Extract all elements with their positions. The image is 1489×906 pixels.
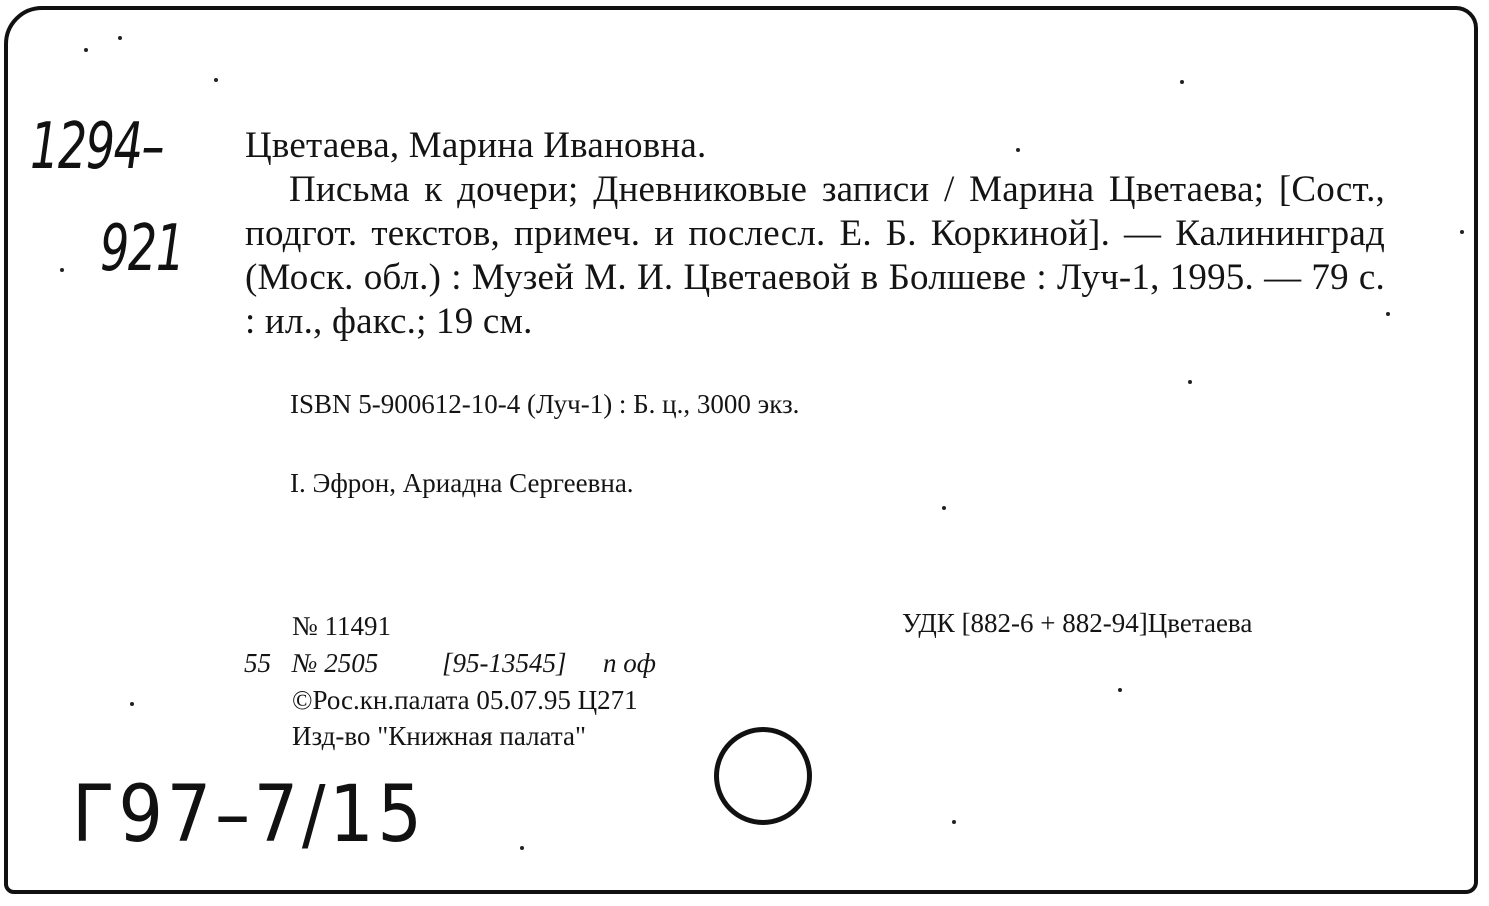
record-suffix: п оф [603, 648, 656, 678]
noise-speck [118, 36, 122, 40]
record-number-1: № 11491 [292, 611, 392, 641]
noise-speck [1188, 380, 1192, 384]
title-statement: Письма к дочери; Дневниковые записи / Марина Цветаева; [Сост., подгот. текстов, примеч. и послесл. Е. Б. Коркиной]. — Калининград (Моск. обл.) : Музей М. И. Цветаевой в Болшеве : Луч-1, 1995. — 79 с. : ил., факс.; 19 см. [245, 169, 1385, 342]
noise-speck [84, 48, 88, 52]
noise-speck [1016, 148, 1020, 152]
noise-speck [942, 506, 946, 510]
handwritten-bottom-number: Г97–7/15 [72, 770, 426, 860]
copyright-line: ©Рос.кн.палата 05.07.95 Ц271 [292, 685, 638, 715]
udc-classification: УДК [882-6 + 882-94]Цветаева [902, 608, 1253, 638]
handwritten-call-number-line2: 921 [100, 212, 184, 286]
record-prefix-2: 55 [244, 648, 271, 678]
noise-speck [130, 702, 134, 706]
publisher-line: Изд-во "Книжная палата" [292, 721, 586, 751]
noise-speck [1180, 80, 1184, 84]
noise-speck [520, 846, 524, 850]
noise-speck [952, 820, 956, 824]
noise-speck [214, 78, 218, 82]
noise-speck [1386, 312, 1390, 316]
added-entry-tracing: I. Эфрон, Ариадна Сергеевна. [290, 468, 634, 498]
record-number-2: № 2505 [292, 648, 379, 678]
record-code: [95-13545] [442, 648, 567, 678]
noise-speck [1460, 230, 1464, 234]
stamp-circle [714, 727, 812, 825]
isbn-line: ISBN 5-900612-10-4 (Луч-1) : Б. ц., 3000 экз. [290, 389, 800, 419]
noise-speck [60, 268, 64, 272]
handwritten-call-number-line1: 1294– [30, 110, 164, 184]
bibliographic-description [245, 124, 1385, 344]
noise-speck [1118, 688, 1122, 692]
author-heading: Цветаева, Марина Ивановна. [245, 125, 707, 166]
